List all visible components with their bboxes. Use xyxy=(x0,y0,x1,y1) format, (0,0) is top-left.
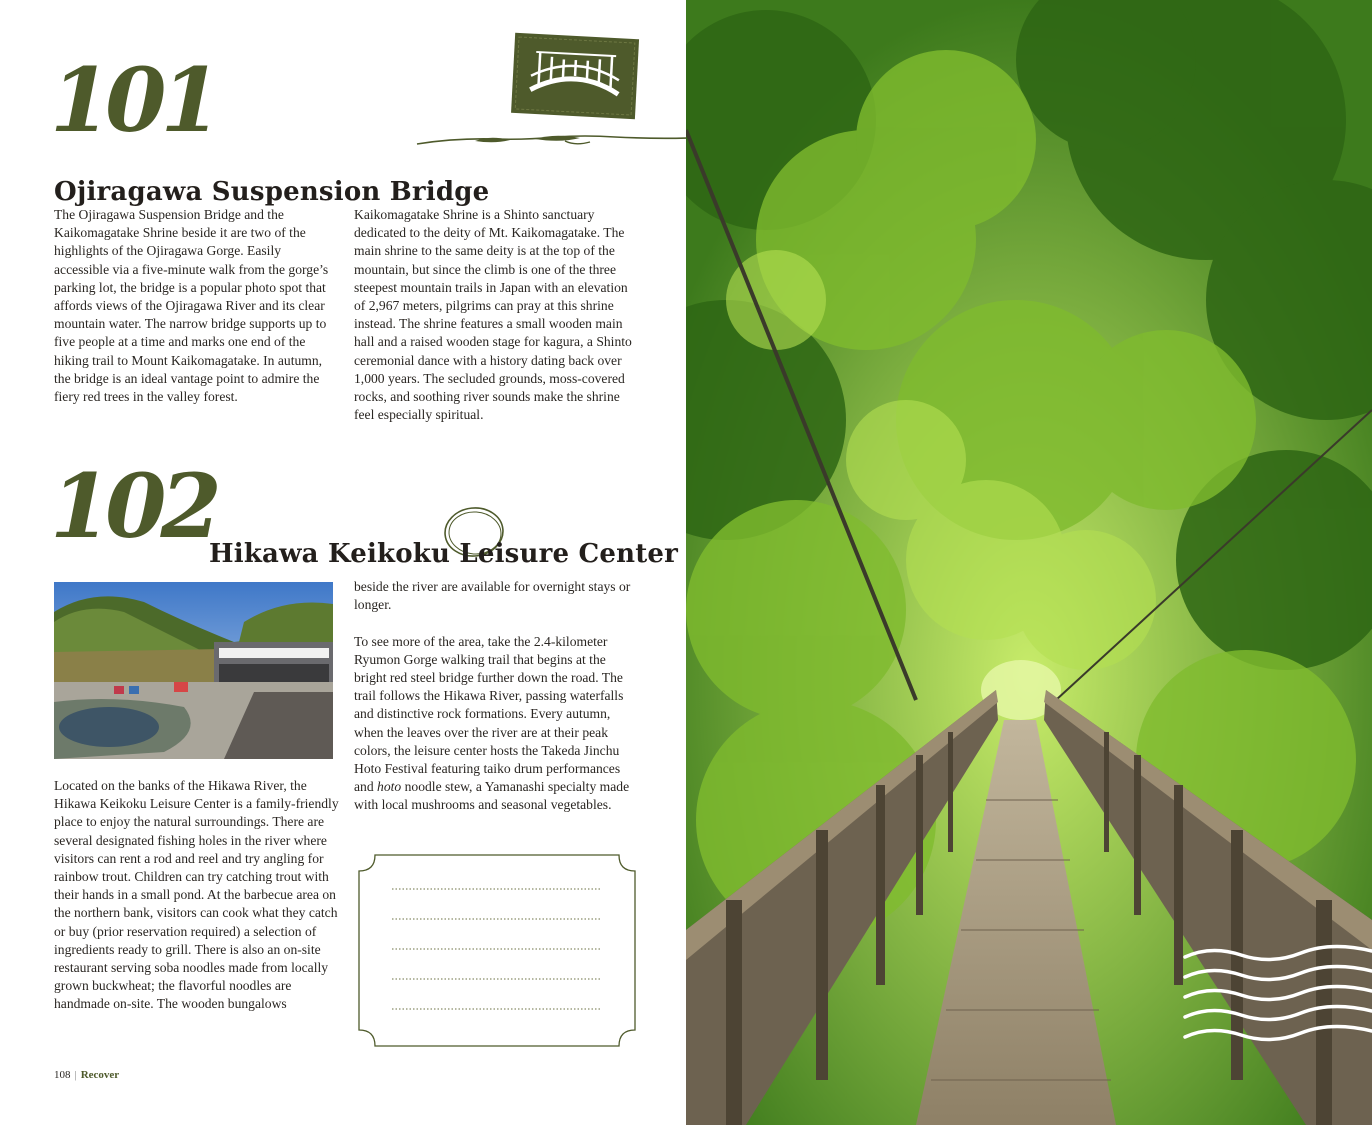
bridge-stamp-icon xyxy=(505,30,645,125)
entry-102-paragraph-2-text-b: noodle stew, a Yamanashi specialty made with local mushrooms and seasonal vegetables. xyxy=(354,779,630,813)
entry-102-column-2 xyxy=(354,578,639,833)
entry-number-101: 101 xyxy=(50,48,216,152)
entry-title-102: Hikawa Keikoku Leisure Center xyxy=(209,538,679,569)
right-page xyxy=(686,0,1372,1125)
entry-102-column-1: Located on the banks of the Hikawa River, the Hikawa Keikoku Leisure Center is a family-friendly place to enjoy the natural surroundings. There are several designated fishing holes in the river where visitors can rent a rod and reel and try angling for rainbow trout. Children can try catching trout with their hands in a small pond. At the barbecue area on the northern bank, visitors can cook what they catch or buy (prior reservation required) a selection of ingredients ready to grill. There is also an on-site restaurant serving soba noodles made from locally grown buckwheat; the flavorful noodles are handmade on-site. The wooden bungalows xyxy=(54,778,339,1012)
entry-102-paragraph-2-italic: hoto xyxy=(377,779,402,795)
postmark-waves-icon xyxy=(1181,935,1372,1055)
page-number: 108 xyxy=(54,1069,71,1081)
entry-101-column-2: Kaikomagatake Shrine is a Shinto sanctuary dedicated to the deity of Mt. Kaikomagatake. The main shrine to the same deity is at the top of the mountain, but since the climb is one of the three steepest mountain trails in Japan with an elevation of 2,967 meters, pilgrims can pray at this shrine instead. The shrine features a small wooden main hall and a raised wooden stage for kagura, a Shinto ceremonial dance with a history dating back over 1,000 years. The secluded grounds, moss-covered rocks, and soothing river sounds make the shrine feel especially spiritual. xyxy=(354,207,632,423)
notes-box xyxy=(357,853,637,1048)
leisure-center-photo xyxy=(54,582,333,759)
entry-102-paragraph-1: beside the river are available for overnight stays or longer. xyxy=(354,579,631,613)
entry-101-column-1: The Ojiragawa Suspension Bridge and the Kaikomagatake Shrine beside it are two of the highlights of the Ojiragawa Gorge. Easily accessible via a five-minute walk from the gorge’s parking lot, the bridge is a popular photo spot that affords views of the Ojiragawa River and its clear mountain water. The narrow bridge supports up to five people at a time and marks one end of the hiking trail to Mount Kaikomagatake. In autumn, the bridge is an ideal vantage point to admire the fiery red trees in the valley forest. xyxy=(54,207,329,405)
section-name: Recover xyxy=(80,1069,120,1081)
entry-number-102: 102 xyxy=(50,454,216,558)
entry-102-paragraph-2 xyxy=(354,633,639,815)
flourish-line xyxy=(415,128,686,150)
page-footer xyxy=(54,1069,119,1081)
footer-separator: | xyxy=(74,1069,77,1081)
entry-title-101: Ojiragawa Suspension Bridge xyxy=(54,176,490,207)
entry-102-paragraph-2-text-a: To see more of the area, take the 2.4-kilometer Ryumon Gorge walking trail that begins at the bright red steel bridge further down the road. The trail follows the Hikawa River, passing waterfalls and distinctive rock formations. Every autumn, when the leaves over the river are at their peak colors, the leisure center hosts the Takeda Jinchu Hoto Festival featuring taiko drum performances and xyxy=(354,633,624,795)
